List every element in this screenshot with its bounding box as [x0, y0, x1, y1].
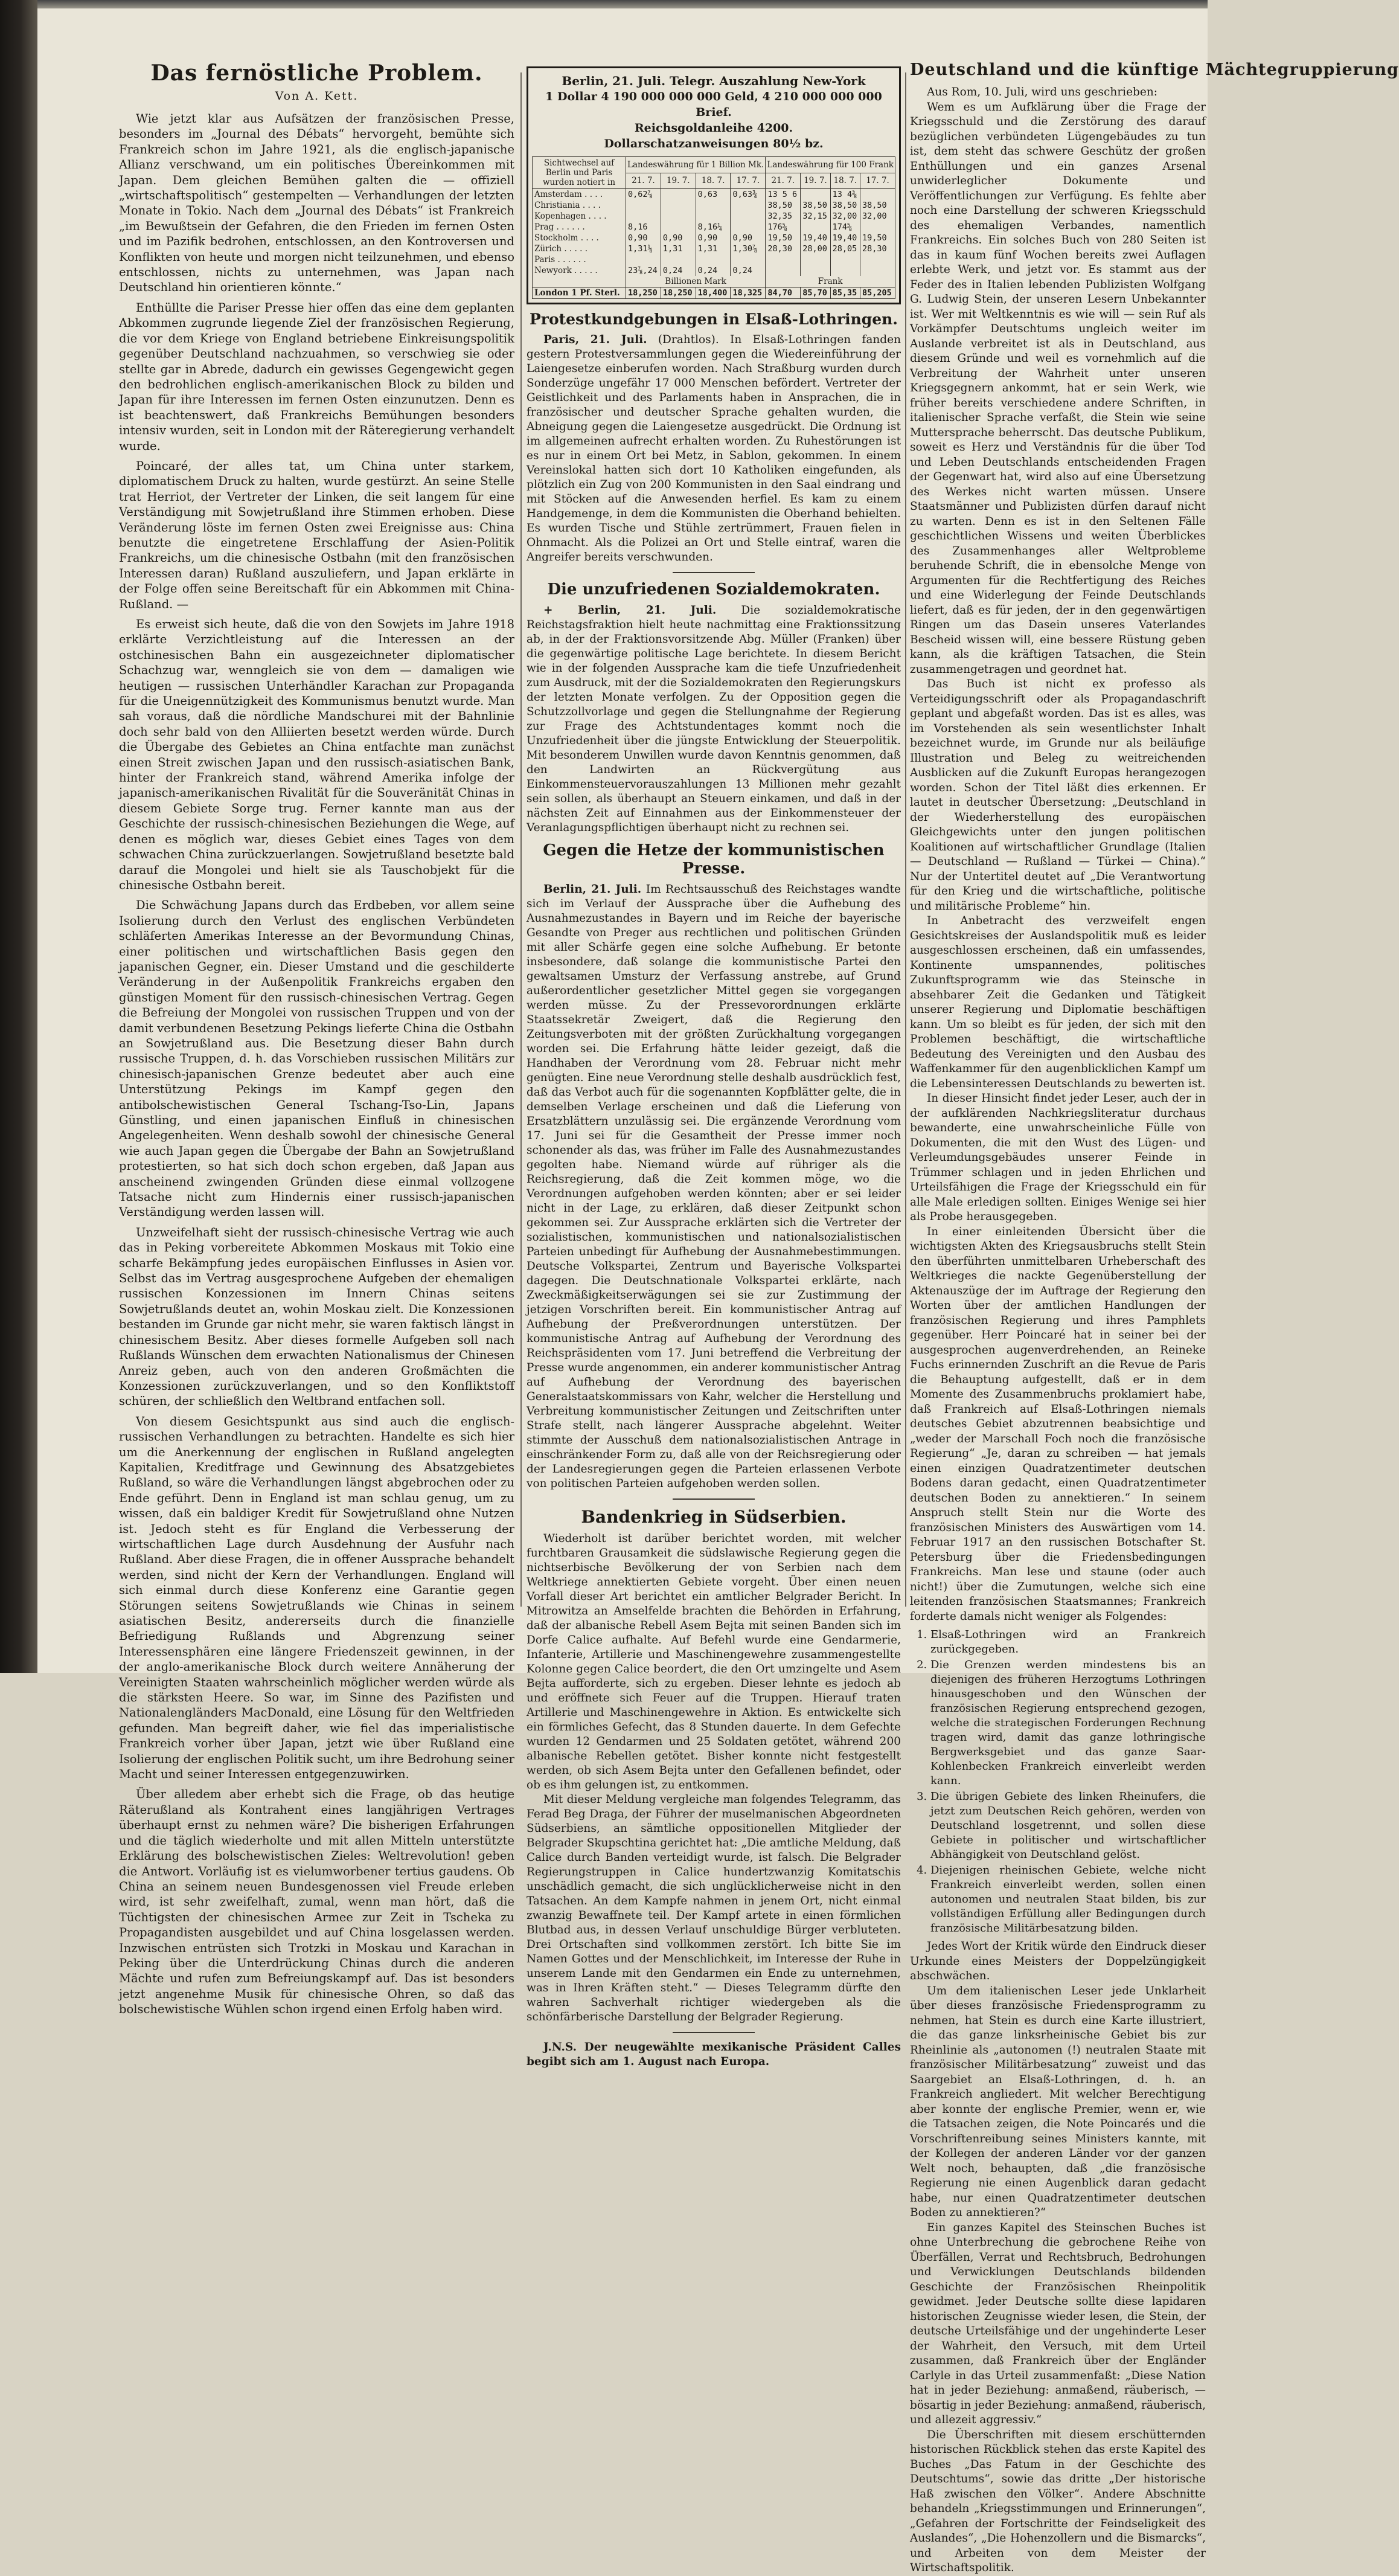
table-cell: 1,31: [696, 243, 731, 254]
paragraph: Enthüllte die Pariser Presse hier offen das eine dem geplanten Abkommen zugrunde liegende Ziel der französischen Regierung, die vor dem Kriege von England betriebene Einkreisungspolitik gegenüber Deutschland nachzuahmen, so verschwieg sie oder stellte gar in Abrede, dadurch ein gewisses Gegengewicht gegen den bedrohlichen englisch-amerikanischen Block zu bilden und Japan für ihre Interessen im fernen Osten einzunutzen. Denn es ist beachtenswert, daß Frankreichs Bemühungen besonders intensiv wurden, seit in London mit der Räteregierung verhandelt wurde.: [119, 300, 514, 453]
table-cell: [696, 200, 731, 211]
headline-protest: Protestkundgebungen in Elsaß-Lothringen.: [529, 310, 898, 328]
date-header: 17. 7.: [860, 173, 895, 189]
table-cell: [696, 254, 731, 265]
unit-frank: Frank: [766, 276, 895, 287]
article-byline: Von A. Kett.: [275, 89, 359, 103]
table-cell: 0,90: [731, 233, 766, 243]
table-cell: 84,70: [766, 287, 801, 299]
table-cell: 176⅝: [766, 222, 801, 233]
separator: [673, 2032, 755, 2033]
table-cell: 85,70: [801, 287, 830, 299]
headline-sozialdemokraten: Die unzufriedenen Sozialdemokraten.: [547, 580, 880, 599]
paragraph: Wie jetzt klar aus Aufsätzen der französischen Presse, besonders im „Journal des Débats“ hervorgeht, bemühte sich Frankreich schon im Jahre 1921, als die englisch-japanische Allianz verschwand, um ein politisches Übereinkommen mit Japan. Dem gleichen Bemühen galten die — offiziell „wirtschaftspolitisch“ gestempelten — Verhandlungen der letzten Monate in Tokio. Nach dem „Journal des Débats“ ist Frankreich „im Bewußtsein der Gefahren, die den Frieden im fernen Osten und im Pazifik bedrohen, entschlossen, an den Kontroversen und Konflikten von heute und morgen nicht teilzunehmen, und ebenso entschlossen, nichts zu unternehmen, was Japan nach Deutschland hin orientieren könnte.“: [119, 112, 514, 295]
paragraph: Um dem italienischen Leser jede Unklarheit über dieses französische Friedensprogramm zu nehmen, hat Stein es durch eine Karte illustriert, die das ganze linksrheinische Gebiet bis zur Rheinlinie als „autonomen (!) neutralen Staate mit französischer Militärbesatzung“ zuweist und das Saargebiet an Elsaß-Lothringen, d. h. an Frankreich angliedert. Mit welcher Berechtigung aber konnte der englische Premier, wenn er, wie die Tatsachen zeigen, die Note Poincarés und die Vorschriftenreibung seines Ministers kannte, mit der Kollegen der anderen Länder vor der ganzen Welt noch, behaupten, daß „die französische Regierung nie einen Augenblick daran gedacht habe, nur einen Quadratzentimeter deutschen Boden zu annektieren?“: [910, 1984, 1206, 2219]
paragraph: Paris, 21. Juli. (Drahtlos). In Elsaß-Lothringen fanden gestern Protestversammlungen gegen die Wiedereinführung der Laiengesetze einberufen worden. Nach Straßburg wurden durch Sonderzüge ungefähr 17 000 Menschen befördert. Vertreter der Geistlichkeit und des Parlaments haben in Ansprachen, die in französischer und deutscher Sprache gehalten wurden, die Abneigung gegen die Laiengesetze ausgedrückt. Die Ordnung ist im allgemeinen aufrecht erhalten worden. Zu Ruhestörungen ist es nur in einem Ort bei Metz, in Sablon, gekommen. In einem Vereinslokal hatten sich dort 10 Katholiken eingefunden, als plötzlich ein Zug von 200 Kommunisten in den Saal eindrang und mit Stöcken auf die Anwesenden herfiel. Es kam zu einem Handgemenge, in dem die Kommunisten die Oberhand behielten. Es wurden Tische und Stühle zertrümmert, Frauen fielen in Ohnmacht. Als die Polizei an Ort und Stelle eintraf, waren die Angreifer bereits verschwunden.: [527, 333, 901, 564]
paragraph: Wem es um Aufklärung über die Frage der Kriegsschuld und die Zerstörung des darauf bezüglichen verbündeten Lügengebäudes zu tun ist, dem steht das schwere Geschütz der großen Enthüllungen und ein ganzes Arsenal unwiderleglicher Dokumente und Veröffentlichungen zur Verfügung. Es fehlte aber noch eine Darstellung der schweren Kriegsschuld des ehemaligen Verbandes, namentlich Frankreichs. Ein solches Buch von 280 Seiten ist das in kaum fünf Wochen bereits zwei Auflagen erlebte Werk, und jetzt vor. Es stammt aus der Feder des in Italien lebenden Publizisten Wolfgang G. Ludwig Stein, der unseren Lesern Unbekannter ist. Wer mit Weltkenntnis es wie will — sein Ruf als Vorkämpfer Deutschtums ungleich weiter im Auslande verbreitet ist als in Deutschland, aus diesem Gründe und weil es vornehmlich auf die Verbreitung der Wahrheit unter unseren Kriegsgegnern ankommt, hat er sein Werk, wie früher bereits verschiedene andere Schriften, in italienischer Sprache verfaßt, die Stein wie seine Muttersprache beherrscht. Das deutsche Publikum, soweit es Herz und Verständnis für die über Tod und Leben Deutschlands entscheidenden Fragen der Gegenwart hat, wird also auf eine Übersetzung des Werkes nicht warten müssen. Unsere Staatsmänner und Publizisten dürfen darauf nicht zu warten. Denn es ist in den Seltenen Fälle geschichtlichen Wissens und weiten Überblickes des Zusammenhanges aller Weltprobleme beruhende Schrift, die in ebensolche Menge von Argumenten für die Rechtfertigung des Reiches und eine Widerlegung der Feinde Deutschlands liefert, daß es für jeden, der in den gegenwärtigen Ringen um das Dasein unseres Vaterlandes Bescheid wissen will, eine bessere Rüstung geben kann, als die kräftigen Tatsachen, die Stein zusammengetragen und geordnet hat.: [910, 100, 1206, 676]
paragraph: Es erweist sich heute, daß die von den Sowjets im Jahre 1918 erklärte Verzichtleistung auf die Interessen an der ostchinesischen Bahn ein ausgezeichneter diplomatischer Schachzug war, wenngleich sie von dem — damaligen wie heutigen — russischen Unterhändler Karachan zur Propaganda für die Uneigennützigkeit des Kommunismus benutzt wurde. Man sah voraus, daß die nördliche Mandschurei mit der Bahnlinie doch sehr bald von den Alliierten besetzt werden würde. Durch die Übergabe des Gebietes an China entfachte man zunächst einen Streit zwischen Japan und den russisch-asiatischen Bank, hinter der Frankreich stand, während Amerika infolge der japanisch-amerikanischen Rivalität für die Souveränität Chinas in diesem Gebiete Sorge trug. Ferner kannte man aus der Geschichte der russisch-chinesischen Beziehungen die Wege, auf denen es möglich war, dieses Gebiet eines Tages von dem schwachen China zurückzuerlangen. Sowjetrußland besetzte bald darauf die Mongolei und hielt sie als Tauschobjekt für die chinesische Ostbahn bereit.: [119, 617, 514, 892]
table-cell: 38,50: [860, 200, 895, 211]
table-cell: [830, 265, 860, 276]
separator: [673, 1498, 755, 1500]
table-cell: 32,35: [766, 211, 801, 222]
table-cell: 0,24: [731, 265, 766, 276]
dollar-treasury: Dollarschatzanweisungen 80½ bz.: [604, 137, 824, 150]
paragraph: Das Buch ist nicht ex professo als Verteidigungsschrift oder als Propagandaschrift geplant und abgefaßt worden. Das ist es alles, was im Vorstehenden als sein wesentlichster Inhalt bezeichnet wurde, im Grunde nur als beiläufige Illustration und Beleg zu weitreichenden Ausblicken auf die Zukunft Europas herangezogen worden. Schon der Titel läßt dies erkennen. Er lautet in deutscher Übersetzung: „Deutschland in der Wiederherstellung des europäischen Gleichgewichts unter den jungen politischen Koalitionen auf wirtschaftlicher Grundlage (Italien — Deutschland — Rußland — Türkei — China).“ Nur der Untertitel deutet auf „Die Verantwortung für den Krieg und die wirtschaftliche, politische und militärische Probleme“ hin.: [910, 678, 1206, 913]
separator: [673, 572, 755, 573]
list-item: 1. Elsaß-Lothringen wird an Frankreich zurückgegeben.: [930, 1628, 1206, 1657]
table-cell: [661, 222, 696, 233]
paragraph: Wiederholt ist darüber berichtet worden, mit welcher furchtbaren Grausamkeit die südslawische Regierung gegen die nichtserbische Bevölkerung der von Serbien nach dem Weltkriege annektierten Gebiete vorgeht. Über einen neuen Vorfall dieser Art berichtet ein amtlicher Belgrader Bericht. In Mitrowitza an Amselfelde brachten die Behörden in Erfahrung, daß der albanische Rebell Asem Bejta mit seinen Banden sich im Dorfe Calice aufhalte. Auf Befehl wurde eine Gendarmerie, Infanterie, Artillerie und Maschinengewehre zusammengestellte Kolonne gegen Calice beordert, die den Ort umzingelte und Asem Bejta aufforderte, sich zu ergeben. Dieser lehnte es jedoch ab und eröffnete sich Feuer auf die Truppen. Hierauf traten Artillerie und Maschinengewehre in Aktion. Es entwickelte sich ein förmliches Gefecht, das 8 Stunden dauerte. In dem Gefechte wurden 12 Gendarmen und 25 Soldaten getötet, während 200 albanische Rebellen getötet. Bisher konnte nicht festgestellt werden, ob sich Asem Bejta unter den Gefallenen befindet, oder ob es ihm gelungen ist, zu entkommen.: [527, 1532, 901, 1791]
date-header: 21. 7.: [766, 173, 801, 189]
paragraph: + Berlin, 21. Juli. Die sozialdemokratische Reichstagsfraktion hielt heute nachmittag eine Fraktionssitzung ab, in der der Fraktionsvorsitzende Abg. Müller (Franken) über die gegenwärtige politische Lage berichtete. In diesem Bericht wie in der folgenden Aussprache kam die tiefe Unzufriedenheit zum Ausdruck, mit der die Sozialdemokraten den Regierungskurs der letzten Monate verfolgen. Zu der Opposition gegen die Schutzzollvorlage und gegen die Stellungnahme der Regierung zur Frage des Achtstundentages kommt noch die Unzufriedenheit über die jüngste Entwicklung der Steuerpolitik. Mit besonderem Unwillen wurde davon Kenntnis genommen, daß den Landwirten an Rückvergütung aus Einkommensteuervorauszahlungen 13 Millionen mehr gezahlt sein sollen, als überhaupt an Steuern einkamen, und daß in der nächsten Zeit auf Einnahmen aus der Einkommensteuer der Veranlagungspflichtigen überhaupt nicht zu rechnen sei.: [527, 604, 901, 834]
paragraph: Berlin, 21. Juli. Im Rechtsausschuß des Reichstages wandte sich im Verlauf der Aussprache über die Aufhebung des Ausnahmezustandes in Bayern und im Reiche der bayerische Gesandte von Preger aus rechtlichen und politischen Gründen mit aller Schärfe gegen eine solche Aufhebung. Er betonte insbesondere, daß solange die kommunistische Partei den gewaltsamen Umsturz der Verfassung anstrebe, auf Grund außerordentlicher gesetzlicher Mittel gegen sie vorgegangen werden müsse. Zu der Pressevorordnungen erklärte Staatssekretär Zweigert, daß die Regierung den Zeitungsverboten mit der größten Zurückhaltung vorgegangen worden sei. Die Erfahrung hätte leider gezeigt, daß die Handhaben der Verordnung vom 28. Februar nicht mehr genügten. Eine neue Verordnung stelle deshalb ausdrücklich fest, daß das Verbot auch für die sogenannten Kopfblätter gelte, die in demselben Verlage erscheinen und daß die Lieferung von Ersatzblättern unzulässig sei. Die ergänzende Verordnung vom 17. Juni sei für die Gesamtheit der Presse immer noch schonender als das, was früher im Falle des Ausnahmezustandes gegolten habe. Niemand würde auf rühriger als die Reichsregierung, daß die Zeit kommen möge, wo die Verordnungen aufgehoben werden könnten; aber er sei leider nicht in der Lage, zu erklären, daß dieser Zeitpunkt schon gekommen sei. Zur Aussprache erklärten sich die Vertreter der sozialistischen, kommunistischen und nationalsozialistischen Parteien unbedingt für Aufhebung der Ausnahmebestimmungen. Deutsche Volkspartei, Zentrum und Bayerische Volkspartei dagegen. Die Deutschnationale Volkspartei erklärte, nach Zweckmäßigkeitserwägungen sei sie zur Zustimmung der jetzigen Vorschriften bereit. Ein kommunistischer Antrag auf Aufhebung der Preßverordnungen unterstützen. Der kommunistische Antrag auf Aufhebung der Verordnung des Reichspräsidenten vom 17. Juni betreffend die Verbreitung der Presse wurde angenommen, ein anderer kommunistischer Antrag auf Aufhebung der Verordnung des bayerischen Generalstaatskommissars von Kahr, welcher die Herstellung und Verbreitung kommunistischer Zeitungen und Zeitschriften unter Strafe stellt, nach längerer Aussprache abgelehnt. Weiter stimmte der Ausschuß dem nationalsozialistischen Antrage in einschränkender Form zu, daß alle von der Reichsregierung oder der Landesregierungen gegen die Parteien erlassenen Verbote von politischen Parteien aufgehoben werden sollen.: [527, 883, 901, 1490]
table-cell: 28,30: [766, 243, 801, 254]
paragraph: In Anbetracht des verzweifelt engen Gesichtskreises der Auslandspolitik muß es leider ausgeschlossen erscheinen, daß ein umfassendes, Kontinente umspannendes, politisches Zukunftsprogramm wie das Steinsche in absehbarer Zeit die Gedanken und Tätigkeit unserer Regierung und Diplomatie beschäftigen kann. Um so bleibt es für jeden, der sich mit den Problemen beschäftigt, die wirtschaftliche Bedeutung des Vereinigten und den Ausbau des Waffenkammer für den augenblicklichen Kampf um die Lebensinteressen Deutschlands zu bewerten ist.: [910, 914, 1206, 1090]
paragraph: Ein ganzes Kapitel des Steinschen Buches ist ohne Unterbrechung die gebrochene Reihe von Überfällen, Verrat und Rechtsbruch, Bedrohungen und Verwicklungen Deutschlands bildenden Geschichte der Französischen Rheinpolitik gewidmet. Jeder Deutsche sollte diese lapidaren historischen Zeugnisse wieder lesen, die Stein, der deutsche Urteilsfähige und der ungehinderte Leser der Wahrheit, den Versuch, mit dem Urteil zusammen, daß Frankreich über der Engländer Carlyle in das Urteil zusammenfaßt: „Diese Nation hat in jeder Beziehung: anmaßend, räuberisch, — bösartig in jeder Beziehung: anmaßend, räuberisch, und allezeit aggressiv.“: [910, 2221, 1206, 2426]
paragraph: In einer einleitenden Übersicht über die wichtigsten Akten des Kriegsausbruchs stellt Stein den überführten unmittelbaren Urheberschaft des Weltkrieges die nackte Gegenüberstellung der Aktenauszüge der im Auftrage der Regierung den Worten über der amtlichen Handlungen der französischen Regierung und ihres Pamphlets gegenüber. Herr Poincaré hat in seiner bei der ausgesprochen augenverdrehenden, an Reineke Fuchs erinnernden Zuschrift an die Revue de Paris die Behauptung aufgestellt, daß er in dem Momente des Zusammenbruchs proklamiert habe, daß Frankreich auf Elsaß-Lothringen niemals deutsches Gebiet abzutrennen beabsichtige und „weder der Marschall Foch noch die französische Regierung“ „Je, daran zu schreiben — hat jemals einen einzigen Quadratzentimeter deutschen Bodens daran gedacht, einen Quadratzentimeter deutschen Boden zu annektieren.“ In seinem Anspruch stellt Stein nur die Worte des französischen Ministers des Auswärtigen vom 14. Februar 1917 an den russischen Botschafter St. Petersburg über die Friedensbedingungen Frankreichs. Man lese und staune (oder auch nicht!) über die Zumutungen, welche sich eine leitenden französischen Staatsmannes; Frankreich forderte damals nicht weniger als Folgendes:: [910, 1225, 1206, 1623]
table-cell: [731, 211, 766, 222]
table-cell: [626, 254, 661, 265]
table-cell: 18,250: [661, 287, 696, 299]
place-label: Amsterdam . . . .: [533, 189, 626, 201]
date-header: 17. 7.: [731, 173, 766, 189]
table-cell: 13 5 6: [766, 189, 801, 201]
table-cell: [860, 222, 895, 233]
table-cell: 23⅞,24: [626, 265, 661, 276]
table-cell: 0,90: [661, 233, 696, 243]
table-cell: 174⅝: [830, 222, 860, 233]
place-label: Newyork . . . . .: [533, 265, 626, 276]
table-cell: 19,50: [860, 233, 895, 243]
place-label: Paris . . . . . .: [533, 254, 626, 265]
place-label: Kopenhagen . . . .: [533, 211, 626, 222]
table-cell: [801, 189, 830, 201]
table-row: [533, 189, 895, 201]
list-item: 2. Die Grenzen werden mindestens bis an diejenigen des früheren Herzogtums Lothringen hinausgeschoben und den Wünschen der französischen Regierung entsprechend gezogen, welche die strategischen Forderungen Rechnung tragen wird, damit das ganze lothringische Bergwerksgebiet und das ganze Saar-Kohlenbecken Frankreich einverleibt werden kann.: [930, 1658, 1206, 1788]
paragraph: Von diesem Gesichtspunkt aus sind auch die englisch-russischen Verhandlungen zu betrachten. Handelte es sich hier um die Anerkennung der englischen in Rußland angelegten Kapitalien, Kreditfrage und Gewinnung des Absatzgebietes Rußland, so wäre die Verhandlungen längst abgebrochen oder zu Ende geführt. Denn in England ist man schlau genug, um zu wissen, daß ein baldiger Kredit für Sowjetrußland ohne Nutzen ist. Jedoch steht es für England die Verbesserung der wirtschaftlichen Lage durch Ausdehnung der Ausfuhr nach Rußland. Aber diese Fragen, die in offener Aussprache behandelt werden, sind nicht der Kern der Verhandlungen. England will sich einmal durch diese Konferenz eine Garantie gegen Störungen seitens Sowjetrußlands wie Chinas in seinem asiatischen Besitz, andererseits durch die finanzielle Befriedigung Rußlands und Abgrenzung seiner Interessensphären eine längere Friedenszeit gewinnen, in der der anglo-amerikanische Block durch weitere Annäherung der Vereinigten Staaten wahrscheinlich möglicher werden würde als die stärksten Heere. So war, im Sinne des Pazifisten und Nationalengländers MacDonald, eine Lösung für den Weltfrieden gefunden. Man begreift daher, wie fiel das imperialistische Frankreich vorher über Japan, jetzt wie über Rußland eine Isolierung der englischen Politik sucht, um ihre Bedrohung seiner Macht und seiner Interessen entgegenzuwirken.: [119, 1414, 514, 1782]
table-cell: 85,205: [860, 287, 895, 299]
table-cell: [731, 254, 766, 265]
table-row: [533, 222, 895, 233]
date-header: 19. 7.: [661, 173, 696, 189]
top-edge: [37, 0, 1208, 8]
table-cell: 18,400: [696, 287, 731, 299]
table-cell: [860, 189, 895, 201]
paragraph: Die Überschriften mit diesem erschütternden historischen Rückblick stehen das erste Kapitel des Buches „Das Fatum in der Geschichte des Deutschtums“, sowie das dritte „Der historische Haß zwischen den Völker“. Andere Abschnitte behandeln „Kriegsstimmungen und Erinnerungen“, „Gefahren der Fortschritte der Feindseligkeit des Auslandes“, „Die Hohenzollern und die Bismarcks“, und Arbeiten von dem Meister der Wirtschaftspolitik.: [910, 2428, 1206, 2574]
unit-mark: Billionen Mark: [626, 276, 766, 287]
table-cell: [801, 254, 830, 265]
column-middle: [527, 66, 901, 2068]
paragraph: J.N.S. Der neugewählte mexikanische Präsident Calles begibt sich am 1. August nach Europa.: [527, 2041, 901, 2068]
table-cell: [661, 254, 696, 265]
table-cell: 28,00: [801, 243, 830, 254]
table-row: [533, 243, 895, 254]
table-row: [533, 211, 895, 222]
london-label: London 1 Pf. Sterl.: [533, 287, 626, 299]
headline-presse: Gegen die Hetze der kommunistischen Presse.: [543, 841, 885, 878]
table-row: [533, 254, 895, 265]
column-right: [910, 60, 1399, 2574]
gold-loan: Reichsgoldanleihe 4200.: [634, 121, 793, 135]
paragraph: Aus Rom, 10. Juli, wird uns geschrieben:: [927, 86, 1157, 98]
table-cell: [766, 254, 801, 265]
paragraph: Die Schwächung Japans durch das Erdbeben, vor allem seine Isolierung durch den Verlust des englischen Verbündeten schläferten Amerikas Interesse an der Bevormundung Chinas, einer politischen und wirtschaftlichen Basis gegen den japanischen Gegner, ein. Dieser Umstand und die geschilderte Veränderung in der Außenpolitik Frankreichs ergaben den günstigen Moment für den russisch-chinesischen Vertrag. Gegen die Befreiung der Mongolei von russischen Truppen und von der damit verbundenen Besetzung Pekings lieferte China die Ostbahn an Sowjetrußland aus. Die Besetzung dieser Bahn durch russische Truppen, d. h. das Vorschieben russischen Militärs zur chinesisch-japanischen Grenze bedeutet aber auch eine Unterstützung Pekings im Kampf gegen den antibolschewistischen General Tschang-Tso-Lin, Japans Günstling, und einen japanischen Einfluß in chinesischen Angelegenheiten. Wenn deshalb sowohl der chinesische General wie auch Japan gegen die Übergabe der Bahn an Sowjetrußland protestierten, so hat sich doch schon ergeben, daß Japan aus anscheinend zwingenden Gründen diese einmal vollzogene Tatsache nicht zum Hindernis einer russisch-japanischen Verständigung werden lassen will.: [119, 898, 514, 1219]
dateline: Berlin, 21. Juli.: [543, 883, 642, 896]
column-rule-right: [905, 72, 906, 1607]
exchange-rates-box: [527, 66, 901, 304]
table-cell: 8,16¼: [696, 222, 731, 233]
dateline: + Berlin, 21. Juli.: [543, 604, 717, 617]
table-cell: 0,24: [661, 265, 696, 276]
table-cell: 1,30⅞: [731, 243, 766, 254]
article-title: Deutschland und die künftige Mächtegruppierung: [910, 60, 1399, 79]
paragraph: In dieser Hinsicht findet jeder Leser, auch der in der aufklärenden Nachkriegsliteratur durchaus bewanderte, eine unwahrscheinliche Fülle von Dokumenten, die mit den Wust des Lügen- und Verleumdungsgebäudes unserer Feinde in Trümmer schlagen und in jeden Ehrlichen und Urteilsfähigen die Frage der Kriegsschuld ein für alle Male erledigen sollten. Einiges Wenige sei hier als Probe herausgegeben.: [910, 1092, 1206, 1223]
table-cell: 0,62⅞: [626, 189, 661, 201]
article-title: Das fernöstliche Problem.: [150, 60, 483, 86]
table-cell: 0,90: [626, 233, 661, 243]
table-cell: 13 4⅜: [830, 189, 860, 201]
table-cell: 0,63: [696, 189, 731, 201]
table-cell: [801, 222, 830, 233]
table-cell: [661, 211, 696, 222]
table-cell: 0,90: [696, 233, 731, 243]
dollar-rate: 1 Dollar 4 190 000 000 000 Geld, 4 210 000 000 000 Brief.: [545, 90, 882, 119]
book-binding: [0, 0, 37, 1673]
table-cell: 32,15: [801, 211, 830, 222]
table-row: [533, 233, 895, 243]
table-cell: [830, 254, 860, 265]
list-item: 3. Die übrigen Gebiete des linken Rheinufers, die jetzt zum Deutschen Reich gehören, werden von Deutschland losgetrennt, und sollen diese Gebiete in politischer und wirtschaftlicher Abhängigkeit von Deutschland gelöst.: [930, 1790, 1206, 1862]
paragraph: Über alledem aber erhebt sich die Frage, ob das heutige Räterußland als Kontrahent eines langjährigen Vertrages überhaupt ernst zu nehmen wäre? Die bisherigen Erfahrungen und die täglich wiederholte und mit allen Mitteln unterstützte Erklärung des bolschewistischen Zieles: Weltrevolution! geben die Antwort. Vorläufig ist es vielumworbener tertius gaudens. Ob China an seinem neuen Bundesgenossen viel Freude erleben wird, ist sehr zweifelhaft, zumal, wenn man hört, daß die Tüchtigsten der chinesischen Armee zur Zeit in Tscheka zu Propagandisten ausgebildet und auf China losgelassen werden. Inzwischen entrüsten sich Trotzki in Moskau und Karachan in Peking über die Unterdrückung Chinas durch die anderen Mächte und rufen zum Befreiungskampf auf. Das ist besonders jetzt angenehme Musik für chinesische Ohren, so daß das bolschewistische Wühlen schon irgend einen Erfolg haben wird.: [119, 1787, 514, 2017]
column-rule-left: [520, 72, 522, 1607]
table-cell: [731, 222, 766, 233]
exchange-dateline: Berlin, 21. Juli. Telegr. Auszahlung New-York: [562, 74, 866, 88]
table-cell: 38,50: [801, 200, 830, 211]
table-cell: 0,63¾: [731, 189, 766, 201]
demands-list: [910, 1628, 1206, 1936]
table-cell: [626, 200, 661, 211]
table-cell: 19,50: [766, 233, 801, 243]
paragraph: Unzweifelhaft sieht der russisch-chinesische Vertrag wie auch das in Peking vorbereitete Abkommen Moskaus mit Tokio eine scharfe Bekämpfung jedes europäischen Einflusses in Asien vor. Selbst das im Vertrag ausgesprochene Aufgeben der ehemaligen russischen Konzessionen im Innern Chinas seitens Sowjetrußlands deutet an, wohin Moskau zielt. Die Konzessionen bestanden im Grunde gar nicht mehr, sie waren faktisch längst in chinesischem Besitz. Aber dieses formelle Aufgeben soll nach Rußlands Wünschen dem erwachten Nationalismus der Chinesen Anreiz geben, auch von den anderen Großmächten die Konzessionen zurückzuverlangen, und so den Konfliktstoff schüren, der schließlich den Weltbrand entfachen soll.: [119, 1225, 514, 1408]
dateline: Paris, 21. Juli.: [543, 333, 647, 346]
date-header: 19. 7.: [801, 173, 830, 189]
date-header: 21. 7.: [626, 173, 661, 189]
table-cell: [801, 265, 830, 276]
table-cell: 1,31: [661, 243, 696, 254]
date-header: 18. 7.: [830, 173, 860, 189]
table-cell: 19,40: [830, 233, 860, 243]
table-row: [533, 265, 895, 276]
table-cell: 38,50: [830, 200, 860, 211]
paragraph: Poincaré, der alles tat, um China unter starkem, diplomatischem Druck zu halten, wurde gestürzt. An seine Stelle trat Herriot, der Vertreter der Linken, die seit langem für eine Verständigung mit Sowjetrußland ihre Stimmen erhoben. Diese Veränderung löste im fernen Osten zwei Ereignisse aus: China benutzte die eingetretene Erschlaffung der Asien-Politik Frankreichs, um die chinesische Ostbahn (mit den französischen Interessen daran) Rußland auszuliefern, und Japan erklärte in der Folge offen seine Bereitschaft für ein Abkommen mit China-Rußland. —: [119, 458, 514, 611]
table-cell: 28,05: [830, 243, 860, 254]
table-cell: [766, 265, 801, 276]
table-cell: [731, 200, 766, 211]
table-header-place: Sichtwechsel auf Berlin und Paris wurden notiert in: [533, 157, 626, 189]
newspaper-page: [37, 0, 1399, 2574]
exchange-table: [532, 156, 895, 299]
column-left: [119, 60, 514, 2017]
table-cell: [860, 254, 895, 265]
table-cell: 1,31⅛: [626, 243, 661, 254]
table-cell: 8,16: [626, 222, 661, 233]
table-cell: [626, 211, 661, 222]
place-label: Stockholm . . . .: [533, 233, 626, 243]
table-cell: [696, 211, 731, 222]
place-label: Prag . . . . . .: [533, 222, 626, 233]
table-row: [533, 200, 895, 211]
place-label: Christiania . . . .: [533, 200, 626, 211]
table-cell: [661, 189, 696, 201]
table-cell: 19,40: [801, 233, 830, 243]
table-cell: 28,30: [860, 243, 895, 254]
table-cell: 32,00: [830, 211, 860, 222]
table-cell: 85,35: [830, 287, 860, 299]
table-cell: [661, 200, 696, 211]
date-header: 18. 7.: [696, 173, 731, 189]
paragraph: Jedes Wort der Kritik würde den Eindruck dieser Urkunde eines Meisters der Doppelzüngigkeit abschwächen.: [910, 1940, 1206, 1982]
table-cell: 18,250: [626, 287, 661, 299]
paragraph: Mit dieser Meldung vergleiche man folgendes Telegramm, das Ferad Beg Draga, der Führer der muselmanischen Abgeordneten Südserbiens, an sämtliche oppositionellen Mitglieder der Belgrader Skupschtina gerichtet hat: „Die amtliche Meldung, daß Calice durch Banden verteidigt wurde, ist falsch. Die Belgrader Regierungstruppen in Calice hundertzwanzig Komitatschis unschädlich gemacht, die sich unglücklicherweise nicht in den Tatsachen. An dem Kampfe nahmen in jenem Ort, nicht einmal zwanzig Bewaffnete teil. Der Kampf artete in einen förmlichen Blutbad aus, in dessen Verlauf unschuldige Bürger verbluteten. Drei Ortschaften sind vollkommen zerstört. Ich bitte Sie im Namen Gottes und der Menschlichkeit, im Interesse der Ruhe in unserem Lande mit den Gendarmen ein Ende zu unternehmen, was in Ihren Kräften steht.“ — Dieses Telegramm dürfte den wahren Sachverhalt richtiger wiedergeben als die schönfärberische Darstellung der Belgrader Regierung.: [527, 1793, 901, 2023]
table-header-frank: Landeswährung für 100 Frank: [766, 157, 895, 173]
list-item: 4. Diejenigen rheinischen Gebiete, welche nicht Frankreich einverleibt werden, sollen einen autonomen und neutralen Staat bilden, bis zur vollständigen Erfüllung aller Bedingungen durch französische Militärbesatzung bilden.: [930, 1863, 1206, 1936]
place-label: Zürich . . . . .: [533, 243, 626, 254]
table-header-mark: Landeswährung für 1 Billion Mk.: [626, 157, 766, 173]
table-cell: 38,50: [766, 200, 801, 211]
table-cell: 18,325: [731, 287, 766, 299]
table-cell: 32,00: [860, 211, 895, 222]
headline-bandenkrieg: Bandenkrieg in Südserbien.: [581, 1507, 847, 1527]
table-cell: [860, 265, 895, 276]
table-cell: 0,24: [696, 265, 731, 276]
